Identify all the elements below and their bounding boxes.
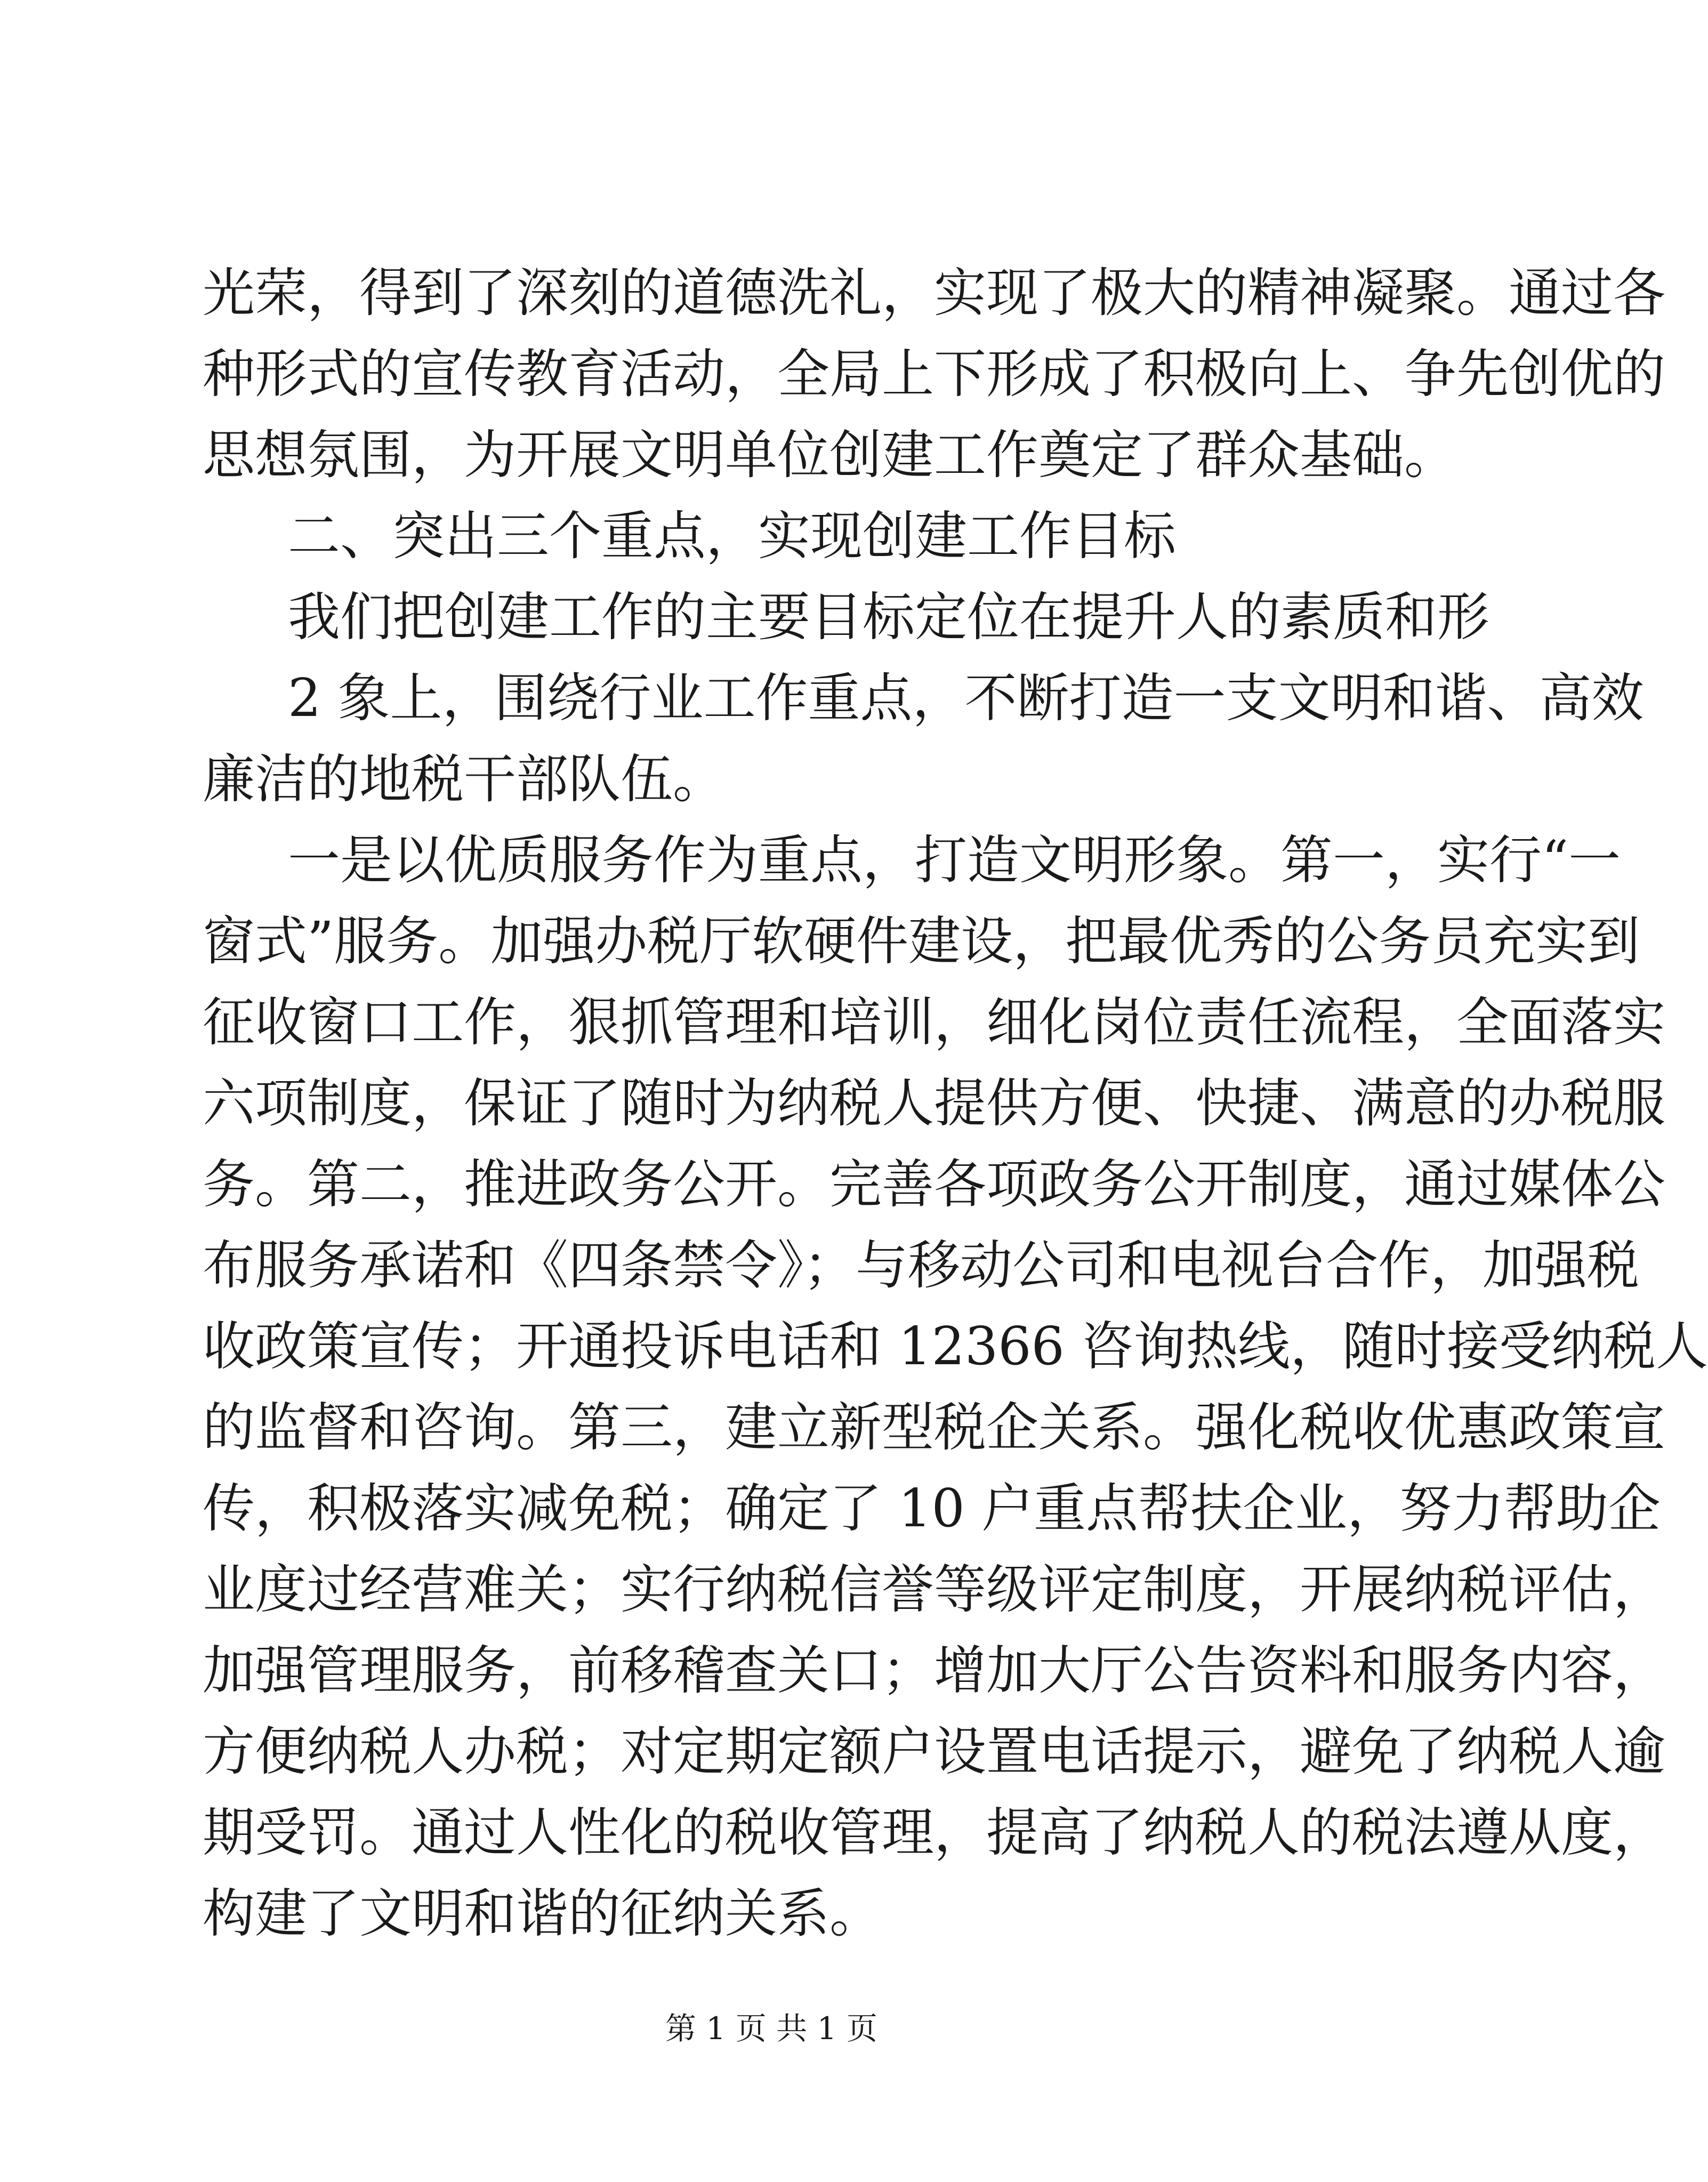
text-line: 务。第二，推进政务公开。完善各项政务公开制度，通过媒体公	[203, 1154, 1666, 1215]
text-line: 业度过经营难关；实行纳税信誉等级评定制度，开展纳税评估，	[203, 1559, 1666, 1620]
text-line: 构建了文明和谐的征纳关系。	[203, 1883, 882, 1944]
text-line: 收政策宣传；开通投诉电话和 12366 咨询热线，随时接受纳税人	[203, 1316, 1708, 1377]
text-line: 期受罚。通过人性化的税收管理，提高了纳税人的税法遵从度，	[203, 1802, 1666, 1863]
text-line: 的监督和咨询。第三，建立新型税企关系。强化税收优惠政策宣	[203, 1397, 1666, 1458]
text-line: 传，积极落实减免税；确定了 10 户重点帮扶企业，努力帮助企	[203, 1478, 1661, 1539]
text-line: 廉洁的地税干部队伍。	[203, 749, 726, 810]
text-line: 加强管理服务，前移稽查关口；增加大厅公告资料和服务内容，	[203, 1640, 1666, 1701]
section-heading: 二、突出三个重点，实现创建工作目标	[288, 506, 1177, 567]
text-line: 窗式”服务。加强办税厅软硬件建设，把最优秀的公务员充实到	[203, 911, 1640, 972]
text-line: 六项制度，保证了随时为纳税人提供方便、快捷、满意的办税服	[203, 1073, 1666, 1134]
text-line: 布服务承诺和《四条禁令》；与移动公司和电视台合作，加强税	[203, 1235, 1640, 1296]
text-line: 征收窗口工作，狠抓管理和培训，细化岗位责任流程，全面落实	[203, 992, 1666, 1053]
page-footer: 第 1 页 共 1 页	[665, 2010, 877, 2047]
text-line: 光荣，得到了深刻的道德洗礼，实现了极大的精神凝聚。通过各	[203, 263, 1666, 324]
text-line: 我们把创建工作的主要目标定位在提升人的素质和形	[288, 587, 1490, 648]
text-line: 思想氛围，为开展文明单位创建工作奠定了群众基础。	[203, 425, 1457, 486]
text-line: 2 象上，围绕行业工作重点，不断打造一支文明和谐、高效	[288, 668, 1644, 729]
text-line: 一是以优质服务作为重点，打造文明形象。第一，实行“一	[288, 830, 1621, 891]
text-line: 种形式的宣传教育活动，全局上下形成了积极向上、争先创优的	[203, 344, 1666, 405]
text-line: 方便纳税人办税；对定期定额户设置电话提示，避免了纳税人逾	[203, 1721, 1666, 1782]
